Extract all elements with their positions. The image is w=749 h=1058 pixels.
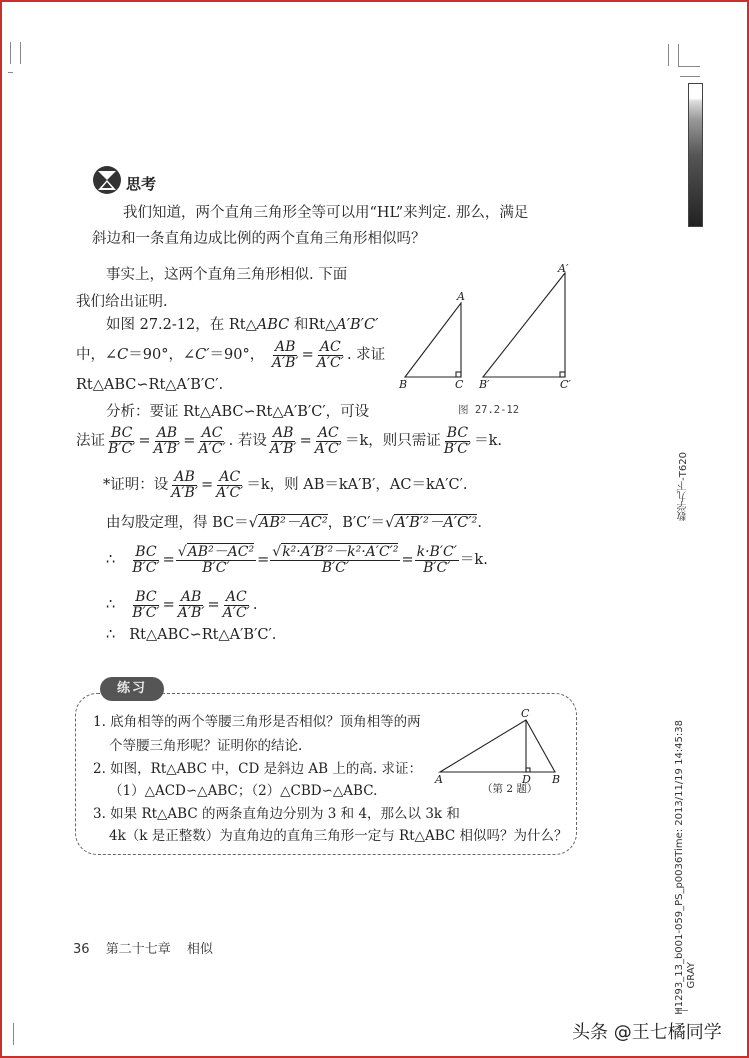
intro-line-2: 我们给出证明.	[76, 294, 168, 310]
book-code: 数学九下-T620	[678, 452, 689, 521]
fraction: $\frac{AB}{A'B'}$	[271, 339, 299, 371]
svg-text:B: B	[399, 378, 408, 391]
crop-mark-top-right	[668, 44, 669, 66]
print-info: H1293_13_b001-059_PS_p0036Time: 2013/11/19 14:45:38	[674, 720, 685, 1015]
analysis-line-2: 法证 $\frac{BC}{B'C'}$ = $\frac{AB}{A'B'}$ = $\frac{AC}{A'C'}$ . 若设 $\frac{AB}{A'B'}$ = $\frac{AC}{A'C'}$ ＝k，则只需证 $\frac{BC}{B'C'}$ ＝k.	[76, 425, 503, 457]
exercise-q3-line-2: 4k（k 是正整数）为直角边的直角三角形一定与 Rt△ABC 相似吗？为什么？	[109, 828, 568, 844]
intro-line-1: 事实上，这两个直角三角形相似. 下面	[106, 267, 348, 283]
exercise-q2-line-1: 2. 如图，Rt△ABC 中，CD 是斜边 AB 上的高. 求证：	[93, 761, 422, 777]
think-text-line-2: 斜边和一条直角边成比例的两个直角三角形相似吗？	[92, 231, 426, 247]
print-mode: GRAY	[686, 962, 697, 989]
exercise-q3-line-1: 3. 如果 Rt△ABC 的两条直角边分别为 3 和 4，那么以 3k 和	[93, 806, 460, 822]
think-heading: 思考	[126, 175, 157, 193]
svg-text:C′: C′	[560, 378, 571, 391]
think-text-line-1: 我们知道，两个直角三角形全等可以用“HL”来判定. 那么，满足	[123, 205, 529, 221]
intro-line-3: 如图 27.2-12，在 Rt△ABC 和Rt△A′B′C′	[106, 317, 379, 333]
exercise-q1-line-2: 个等腰三角形呢？证明你的结论.	[109, 738, 303, 754]
svg-text:C: C	[455, 378, 464, 391]
crop-mark-top-right	[678, 44, 679, 66]
intro-line-5: Rt△ABC∽Rt△A′B′C′.	[76, 377, 224, 393]
crop-mark-top-left	[8, 72, 13, 73]
exercise-badge: 练习	[100, 677, 164, 701]
svg-text:A: A	[457, 290, 465, 303]
crop-mark-top-right	[678, 66, 700, 67]
figure-27-2-12	[395, 260, 585, 420]
chapter-label: 第二十七章	[105, 942, 171, 957]
grayscale-calibration-bar	[688, 83, 703, 227]
watermark: 头条 @王七橘同学	[572, 1022, 722, 1043]
think-icon	[93, 166, 121, 194]
exercise-q1-line-1: 1. 底角相等的两个等腰三角形是否相似？顶角相等的两	[93, 714, 421, 730]
crop-mark-top-right	[680, 76, 700, 77]
proof-pythagoras-line: 由勾股定理，得 BC＝√AB²－AC²，B′C′＝√A′B′²－A′C′².	[106, 515, 482, 531]
crop-mark-top-left	[10, 42, 11, 64]
page-footer	[73, 938, 213, 957]
chapter-title: 相似	[186, 942, 213, 957]
svg-text:（第 2 题）: （第 2 题）	[482, 783, 538, 795]
svg-text:D: D	[522, 773, 531, 786]
crop-mark-top-left	[20, 42, 21, 64]
svg-text:B: B	[552, 773, 561, 786]
proof-step-2: ∴ $\frac{BC}{B'C'}$ = $\frac{AB}{A'B'}$ = $\frac{AC}{A'C'}$ .	[106, 589, 258, 621]
page-number: 36	[73, 942, 90, 957]
svg-text:B′: B′	[479, 378, 490, 391]
svg-text:A: A	[435, 773, 443, 786]
svg-text:C: C	[521, 707, 530, 720]
proof-step-1: ∴ $\frac{BC}{B'C'}$ = $\frac{\text{√AB²－AC²}}{B'C'}$ = $\frac{\text{√k²·A′B′²－k²·A′C′²}}{B'C'}$ = $\frac{k\cdot B'C'}{B'C'}$ ＝k.	[106, 544, 488, 576]
intro-line-4: 中，∠C＝90°，∠C′＝90°， $\frac{AB}{A'B'}$ = $\frac{AC}{A'C'}$ . 求证	[76, 339, 386, 371]
proof-conclusion: ∴ Rt△ABC∽Rt△A′B′C′.	[106, 627, 277, 643]
crop-mark-bottom-left	[13, 1023, 14, 1045]
svg-text:A′: A′	[558, 262, 569, 275]
exercise-q2-line-2: （1）△ACD∽△ABC；（2）△CBD∽△ABC.	[109, 783, 378, 799]
exercise-figure-2	[430, 705, 570, 800]
proof-line-1: *证明：设 $\frac{AB}{A'B'}$ = $\frac{AC}{A'C'}$ ＝k，则 AB＝kA′B′，AC＝kA′C′.	[103, 469, 468, 501]
fraction: $\frac{AC}{A'C'}$	[316, 339, 344, 371]
figure-caption: 图 27.2-12	[458, 404, 520, 416]
analysis-line-1: 分析：要证 Rt△ABC∽Rt△A′B′C′，可设	[106, 404, 370, 420]
